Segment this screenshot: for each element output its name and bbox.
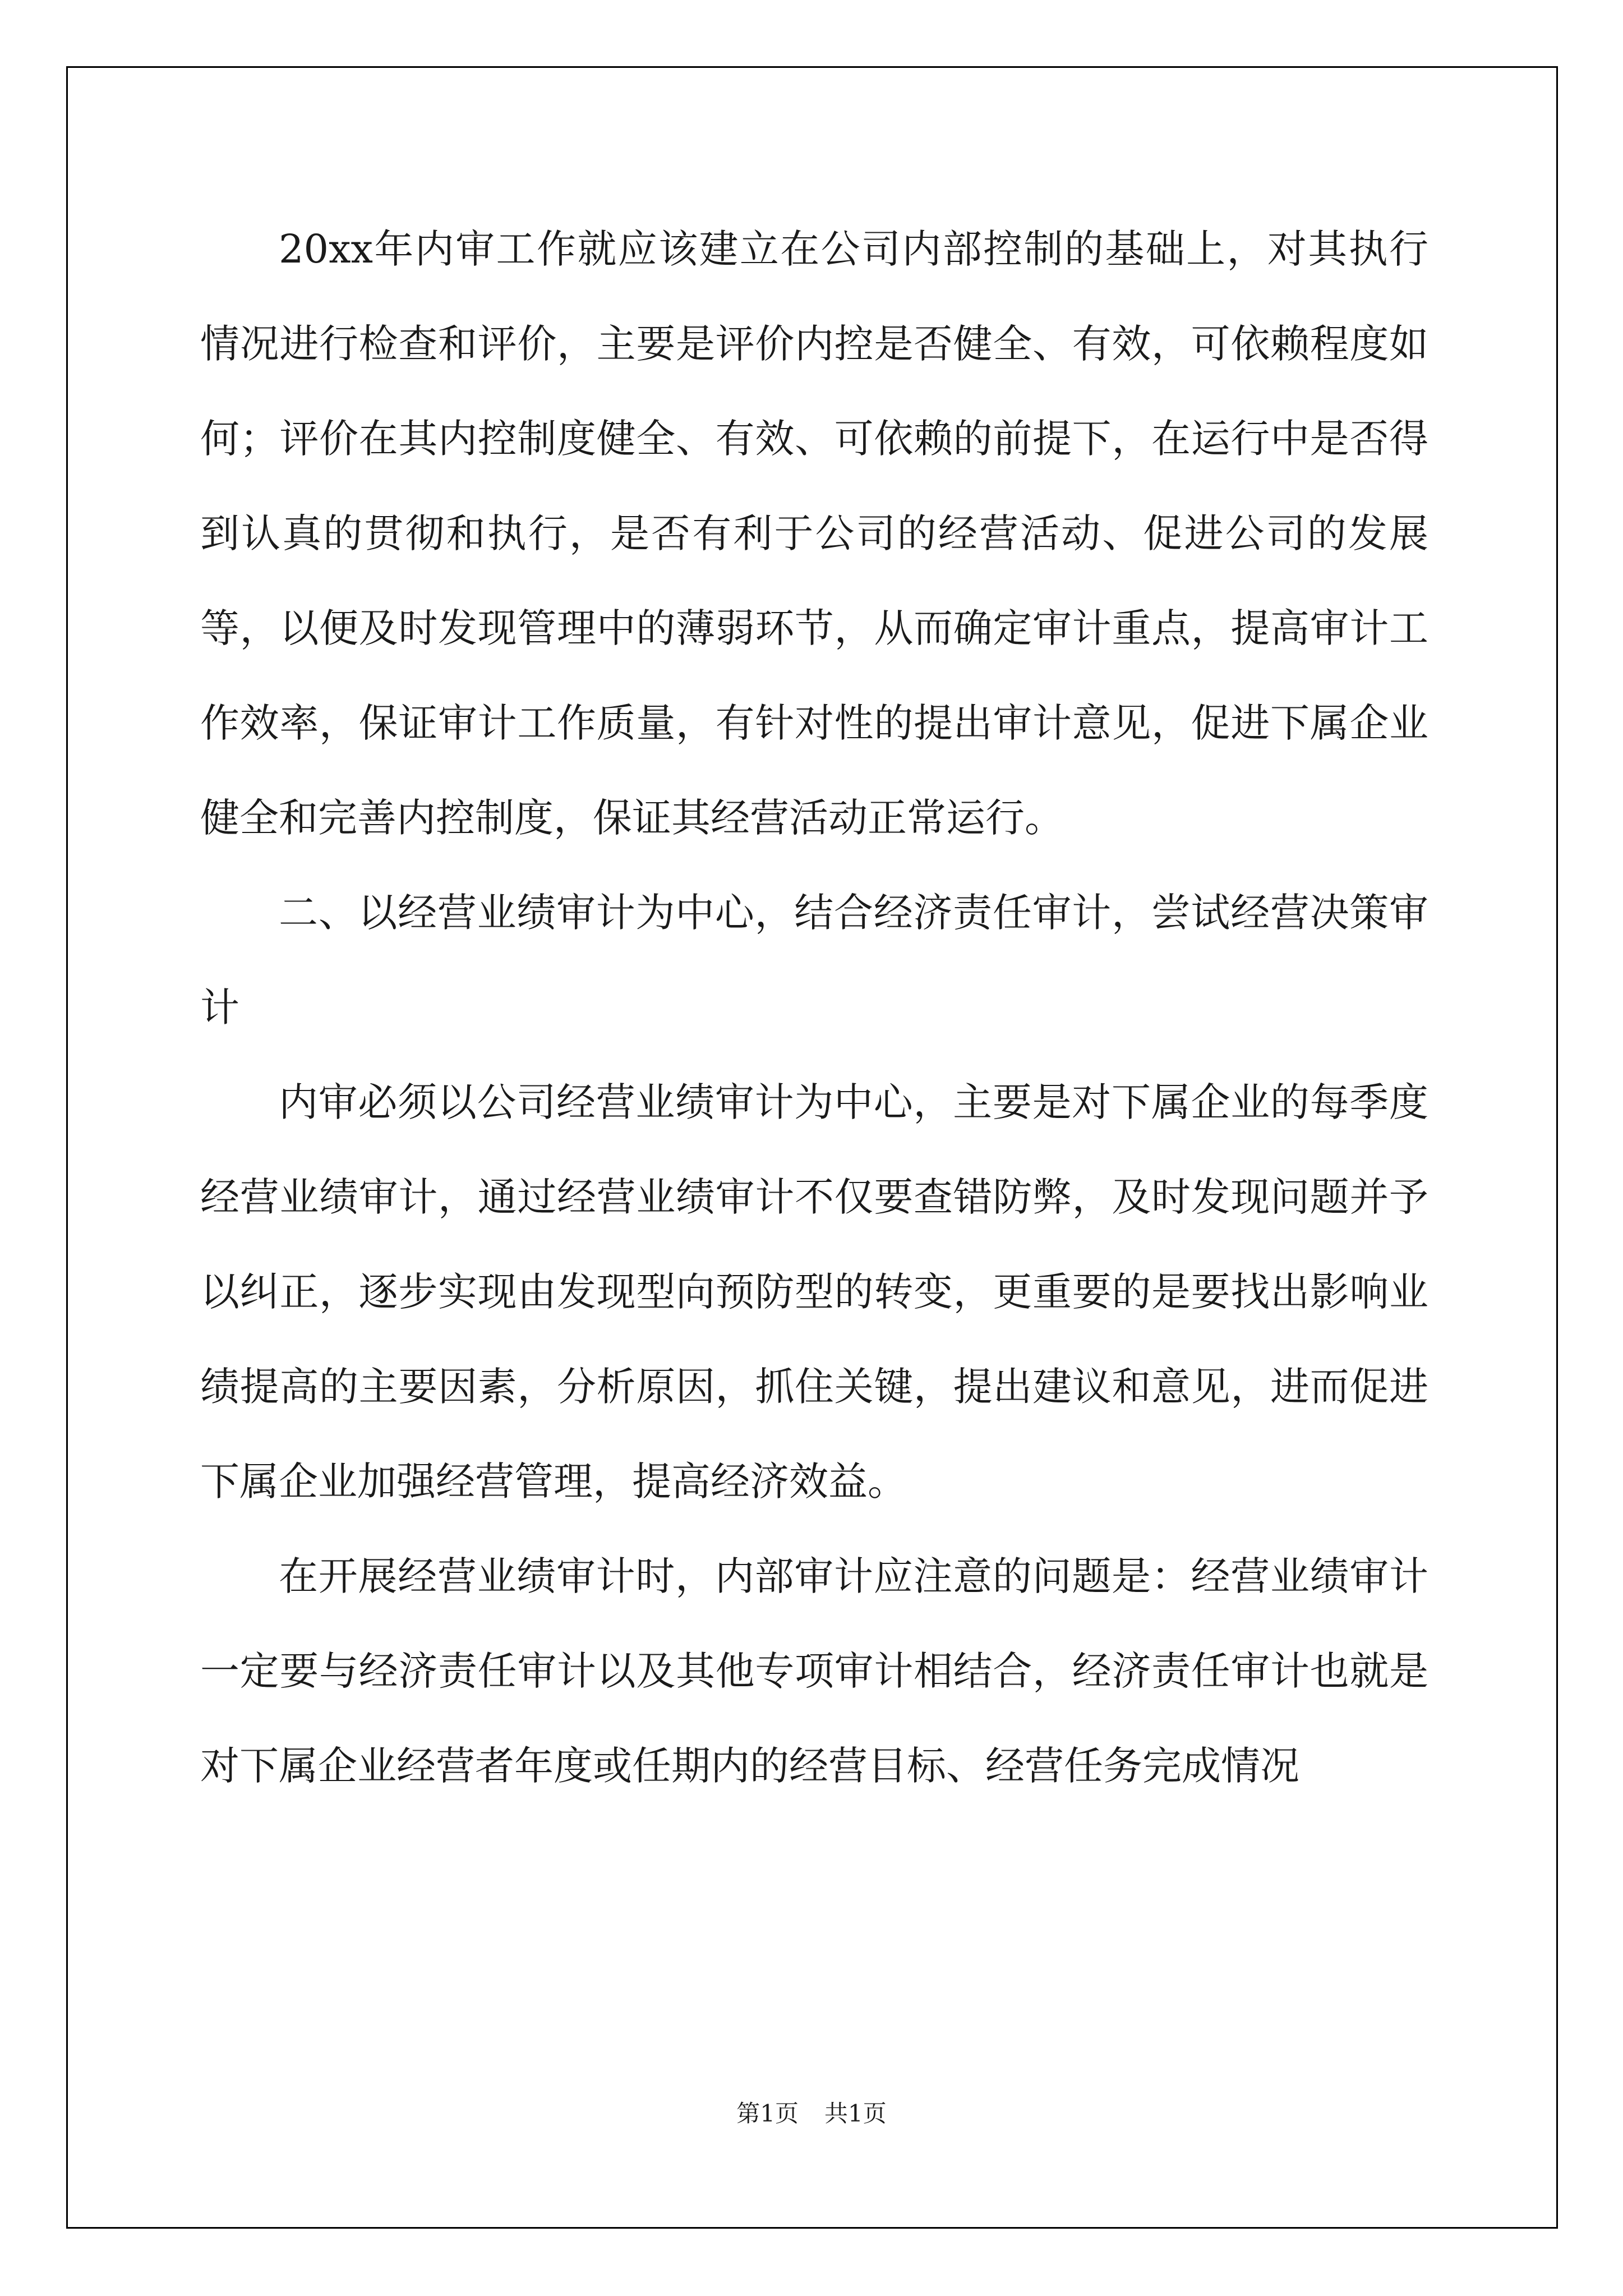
paragraph-3: 在开展经营业绩审计时，内部审计应注意的问题是：经营业绩审计一定要与经济责任审计以及其他专项审计相结合，经济责任审计也就是对下属企业经营者年度或任期内的经营目标、经营任务完成情况 bbox=[200, 1553, 1428, 1789]
document-body bbox=[200, 202, 1428, 1814]
paragraph-2: 内审必须以公司经营业绩审计为中心，主要是对下属企业的每季度经营业绩审计，通过经营业绩审计不仅要查错防弊，及时发现问题并予以纠正，逐步实现由发现型向预防型的转变，更重要的是要找出影响业绩提高的主要因素，分析原因，抓住关键，提出建议和意见，进而促进下属企业加强经营管理，提高经济效益。 bbox=[200, 1079, 1428, 1504]
page-footer bbox=[0, 2097, 1623, 2131]
page-total: 共1页 bbox=[824, 2100, 887, 2127]
section-heading-2: 二、以经营业绩审计为中心，结合经济责任审计，尝试经营决策审计 bbox=[200, 890, 1428, 1030]
paragraph-1: 20xx年内审工作就应该建立在公司内部控制的基础上，对其执行情况进行检查和评价，主要是评价内控是否健全、有效，可依赖程度如何；评价在其内控制度健全、有效、可依赖的前提下，在运行中是否得到认真的贯彻和执行，是否有利于公司的经营活动、促进公司的发展等，以便及时发现管理中的薄弱环节，从而确定审计重点，提高审计工作效率，保证审计工作质量，有针对性的提出审计意见，促进下属企业健全和完善内控制度，保证其经营活动正常运行。 bbox=[200, 226, 1428, 841]
page-number: 第1页 bbox=[736, 2100, 799, 2127]
